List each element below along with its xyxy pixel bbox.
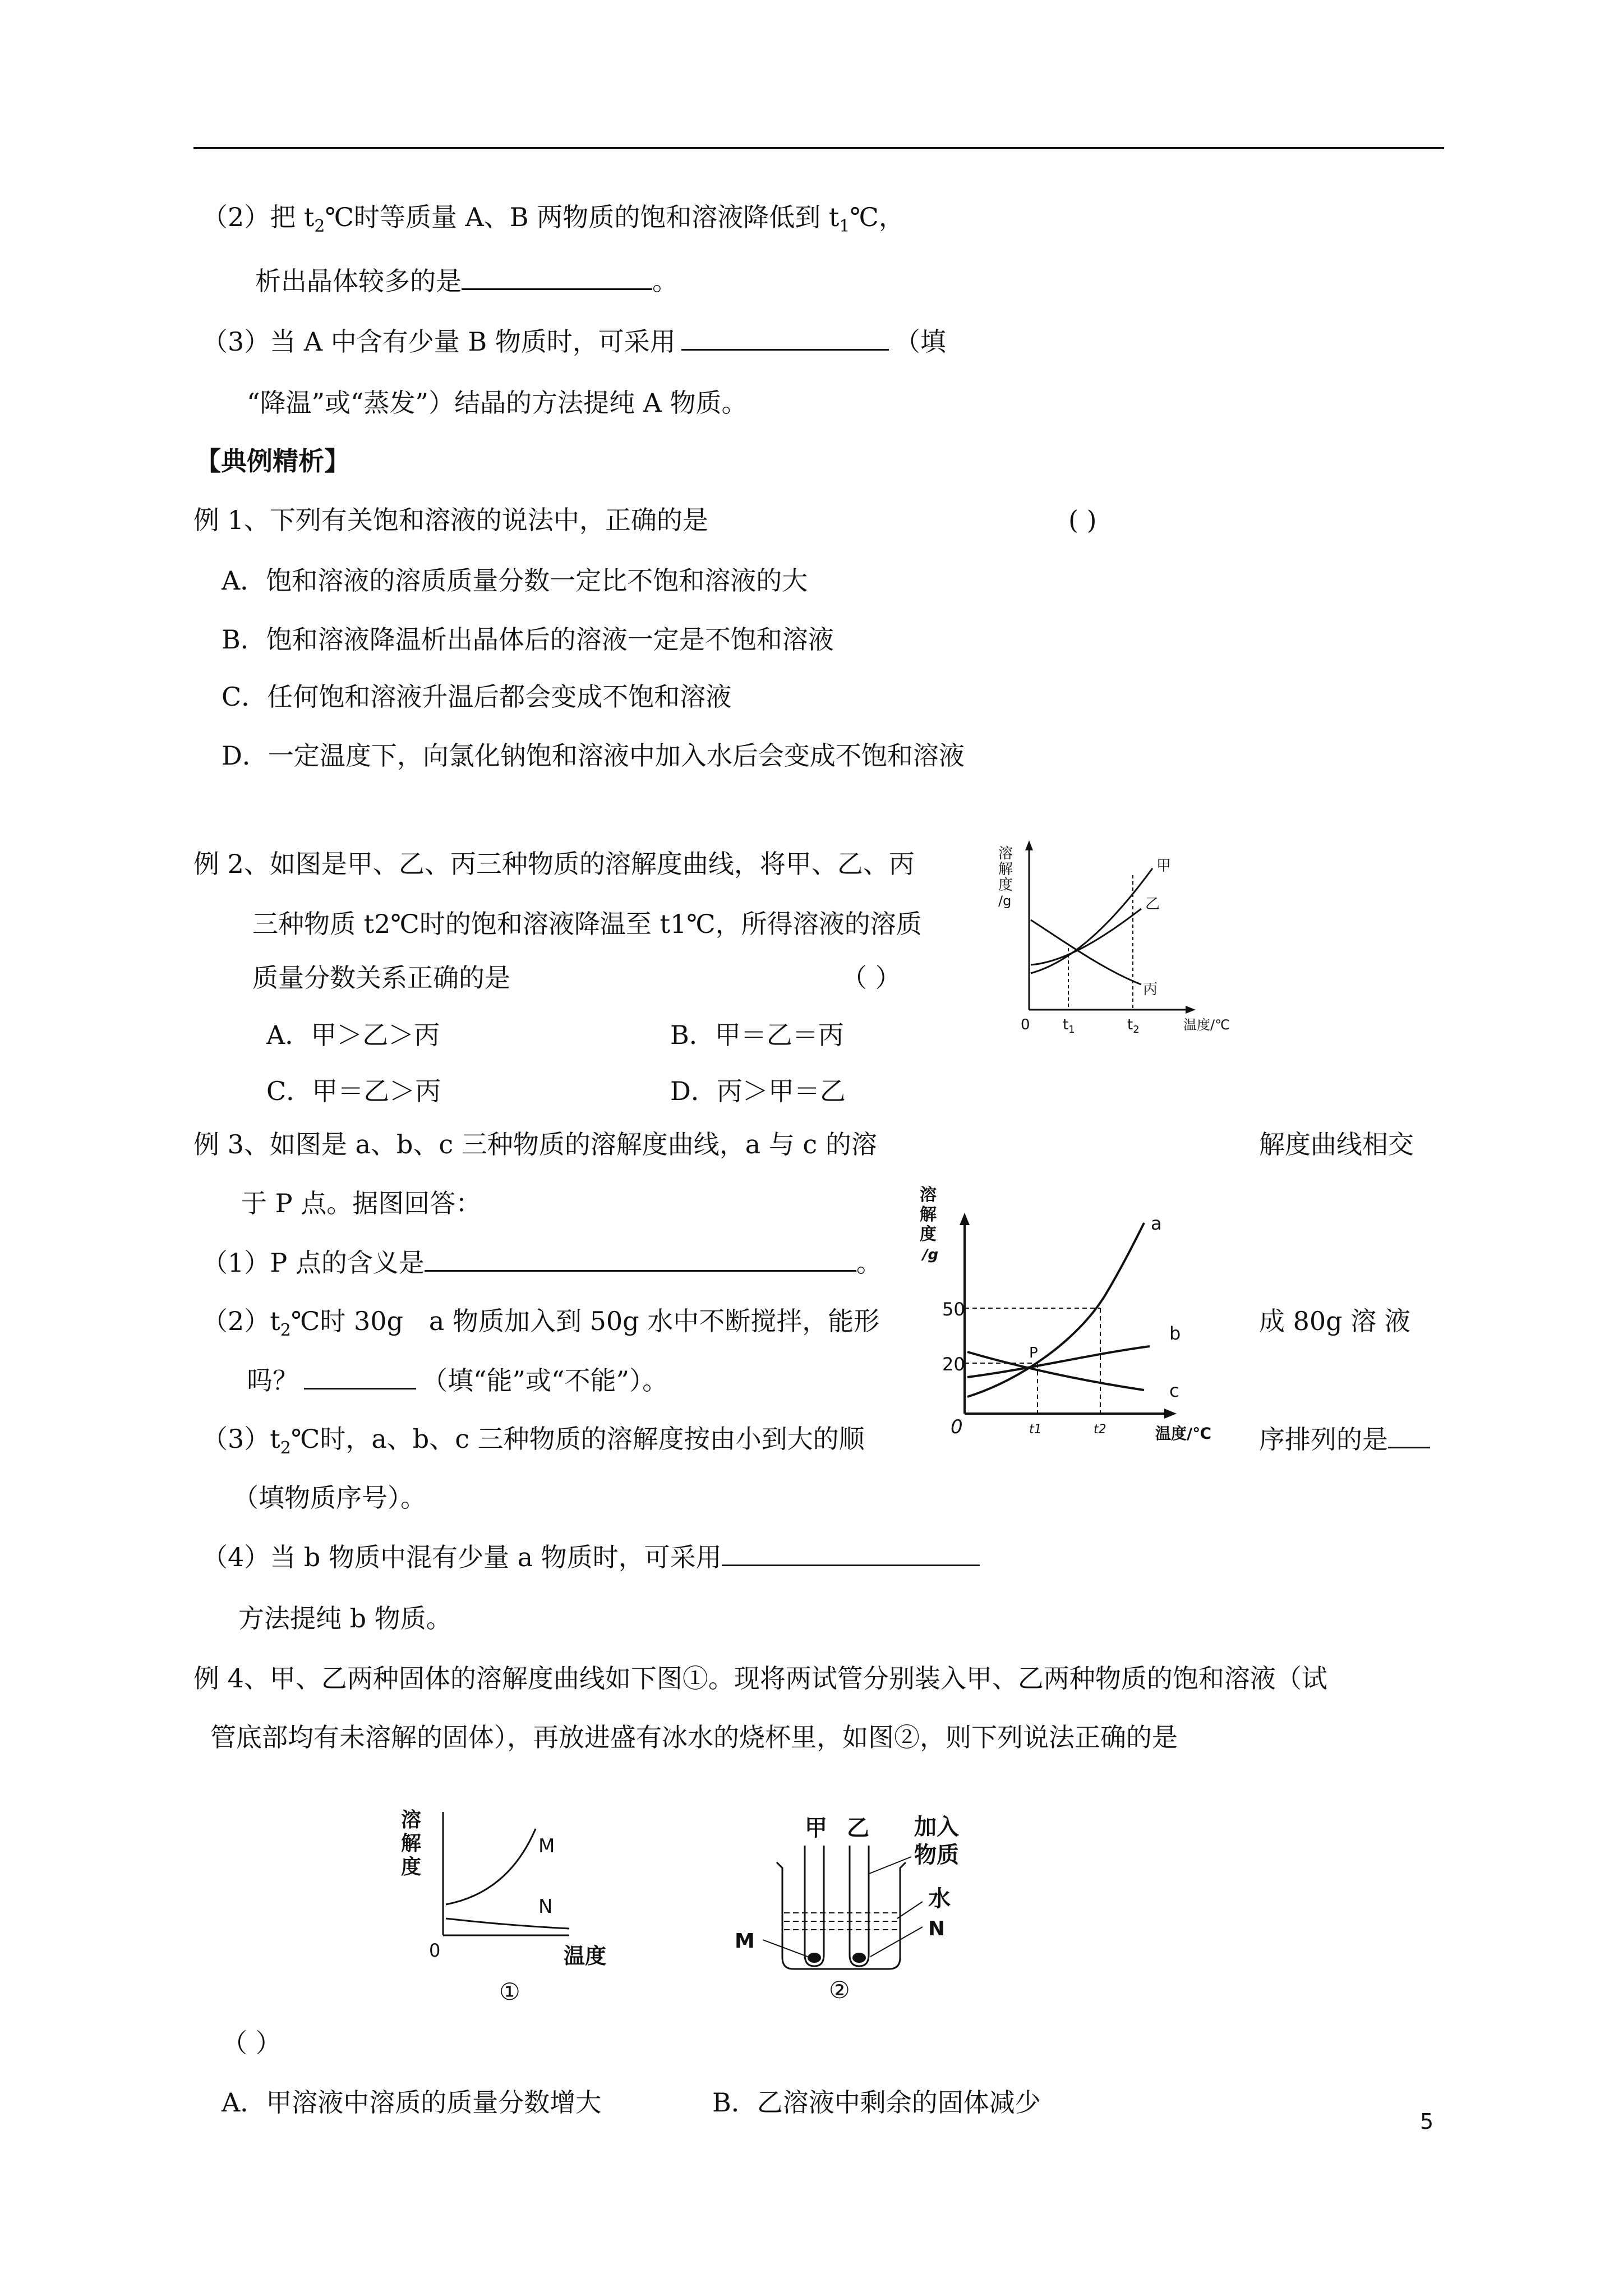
ex1-option-b: B．饱和溶液降温析出晶体后的溶液一定是不饱和溶液 bbox=[222, 624, 834, 655]
ex4-f2-label-water: 水 bbox=[928, 1886, 951, 1912]
ex3-tick-20: 20 bbox=[942, 1354, 965, 1375]
ex3-part2: $(2)t_2℃$时 30g a 物质加入到 50g 水中不断搅拌，能形 bbox=[202, 1306, 880, 1341]
ex2-curve-jia bbox=[1031, 868, 1152, 973]
ex3-x-arrow bbox=[1164, 1409, 1177, 1419]
ex4-f2-label-add2: 物质 bbox=[914, 1842, 959, 1868]
ex2-tick-t2: $t_2$ bbox=[1127, 1016, 1140, 1036]
ex4-f1-origin: 0 bbox=[429, 1940, 441, 1961]
ex4-option-b: B．乙溶液中剩余的固体减少 bbox=[712, 2087, 1041, 2118]
ex2-option-d: D．丙＞甲＝乙 bbox=[670, 1076, 846, 1106]
ex3-part4: （4）当 b 物质中混有少量 a 物质时，可采用 bbox=[202, 1540, 980, 1574]
q-prev-part3: （3）当 A 中含有少量 B 物质时，可采用 （填 bbox=[202, 324, 946, 358]
ex4-f2-pointer-n bbox=[870, 1927, 923, 1957]
ex4-line1: 例 4、甲、乙两种固体的溶解度曲线如下图①。现将两试管分别装入甲、乙两种物质的饱和溶液（试 bbox=[193, 1663, 1327, 1694]
ex2-tick-t1: $t_1$ bbox=[1063, 1016, 1075, 1036]
ex4-f1-ylabel-1: 溶 bbox=[401, 1809, 422, 1832]
ex2-option-b: B．甲＝乙＝丙 bbox=[670, 1020, 844, 1050]
ex4-f1-label-m: M bbox=[538, 1835, 555, 1857]
ex4-f2-caption: ② bbox=[829, 1976, 850, 2004]
ex1-option-d: D．一定温度下，向氯化钠饱和溶液中加入水后会变成不饱和溶液 bbox=[222, 740, 965, 771]
page-number: 5 bbox=[1420, 2109, 1434, 2134]
ex2-paren: （ ） bbox=[841, 963, 901, 993]
ex3-label-b: b bbox=[1169, 1323, 1181, 1344]
ex4-f1-caption: ① bbox=[499, 1978, 520, 2005]
ex4-f1-curve-n bbox=[446, 1918, 569, 1929]
ex2-option-a: A．甲＞乙＞丙 bbox=[266, 1020, 440, 1050]
ex3-part3-right: 序排列的是 bbox=[1259, 1422, 1430, 1456]
ex4-f2-label-yi: 乙 bbox=[847, 1815, 869, 1841]
ex3-curve-c bbox=[967, 1352, 1144, 1390]
answer-blank[interactable] bbox=[304, 1363, 416, 1389]
ex3-y-arrow bbox=[960, 1213, 970, 1225]
ex3-line1: 例 3、如图是 a、b、c 三种物质的溶解度曲线，a 与 c 的溶 bbox=[193, 1129, 877, 1159]
ex4-f2-label-add1: 加入 bbox=[914, 1814, 959, 1840]
ex3-curve-b bbox=[967, 1346, 1150, 1377]
ex3-tick-t1: t1 bbox=[1029, 1423, 1042, 1437]
ex3-part3-line2: （填物质序号）。 bbox=[233, 1483, 426, 1513]
ex4-f2-label-jia: 甲 bbox=[805, 1815, 827, 1841]
ex3-part2-line2: 吗？ （填“能”或“不能”）。 bbox=[247, 1363, 668, 1397]
ex1-option-a: A．饱和溶液的溶质质量分数一定比不饱和溶液的大 bbox=[222, 565, 808, 596]
ex3-part3: $(3)t_2℃$时，a、b、c 三种物质的溶解度按由小到大的顺 bbox=[202, 1424, 865, 1458]
answer-blank[interactable] bbox=[462, 264, 652, 290]
ex4-f2-pointer-m bbox=[763, 1940, 808, 1957]
ex3-ylabel-4: /g bbox=[923, 1246, 939, 1263]
ex4-f1-label-n: N bbox=[538, 1895, 553, 1918]
ex3-line1-right: 解度曲线相交 bbox=[1259, 1129, 1414, 1159]
ex3-xlabel: 温度/℃ bbox=[1155, 1424, 1212, 1443]
answer-blank[interactable] bbox=[425, 1245, 856, 1272]
ex3-ylabel-3: 度 bbox=[920, 1225, 937, 1244]
ex2-y-arrow bbox=[1025, 840, 1033, 850]
ex3-label-c: c bbox=[1169, 1380, 1179, 1401]
ex2-option-c: C．甲＝乙＞丙 bbox=[266, 1076, 441, 1106]
ex2-ylabel-1: 溶 bbox=[998, 845, 1013, 862]
ex4-line2: 管底部均有未溶解的固体），再放进盛有冰水的烧杯里，如图②，则下列说法正确的是 bbox=[210, 1722, 1178, 1752]
ex2-label-bing: 丙 bbox=[1143, 981, 1158, 998]
ex4-f2-solid-jia bbox=[808, 1953, 821, 1963]
ex3-ylabel-1: 溶 bbox=[920, 1185, 937, 1205]
ex2-line3: 质量分数关系正确的是 bbox=[252, 963, 510, 993]
ex4-f2-pointer-add bbox=[869, 1857, 911, 1874]
ex3-origin: 0 bbox=[951, 1416, 963, 1438]
ex3-label-p: P bbox=[1029, 1345, 1038, 1361]
header-rule bbox=[193, 147, 1444, 149]
ex4-f2-beaker bbox=[777, 1862, 906, 1969]
ex4-f1-ylabel-2: 解 bbox=[401, 1832, 422, 1855]
ex3-ylabel-2: 解 bbox=[920, 1205, 937, 1225]
ex3-line2: 于 P 点。据图回答： bbox=[241, 1188, 482, 1218]
q-prev-part2-line2: 析出晶体较多的是 。 bbox=[255, 264, 678, 298]
ex4-f1-ylabel-3: 度 bbox=[401, 1856, 422, 1879]
ex3-curve-a bbox=[967, 1223, 1144, 1397]
ex4-paren: （ ） bbox=[222, 2028, 282, 2058]
ex4-option-a: A．甲溶液中溶质的质量分数增大 bbox=[222, 2087, 602, 2118]
answer-blank[interactable] bbox=[681, 324, 889, 351]
ex1-stem: 例 1、下列有关饱和溶液的说法中，正确的是 bbox=[193, 505, 708, 535]
ex4-f2-tube-yi bbox=[850, 1846, 869, 1966]
ex2-ylabel-2: 解 bbox=[998, 861, 1013, 878]
ex3-part4-line2: 方法提纯 b 物质。 bbox=[238, 1603, 452, 1634]
ex4-figure-2 bbox=[729, 1806, 1009, 2008]
ex2-label-jia: 甲 bbox=[1156, 858, 1172, 875]
ex2-ylabel-3: 度 bbox=[998, 877, 1013, 894]
ex4-f2-solid-yi bbox=[852, 1953, 866, 1963]
ex2-xlabel: 温度/℃ bbox=[1183, 1017, 1230, 1033]
q-prev-part2: （2）把 $t_2℃$时等质量 A、B 两物质的饱和溶液降低到 $t_1℃$， bbox=[202, 202, 905, 237]
ex3-part1: （1）P 点的含义是 。 bbox=[202, 1245, 882, 1280]
answer-blank[interactable] bbox=[1388, 1422, 1430, 1448]
ex4-f2-label-m: M bbox=[735, 1930, 755, 1953]
ex2-ylabel-4: /g bbox=[998, 893, 1012, 909]
ex2-origin: 0 bbox=[1021, 1016, 1030, 1033]
ex3-solubility-figure bbox=[920, 1178, 1245, 1470]
ex4-f2-label-n: N bbox=[928, 1917, 946, 1940]
q-prev-part3-line2: “降温”或“蒸发”）结晶的方法提纯 A 物质。 bbox=[247, 388, 748, 418]
ex2-x-arrow bbox=[1186, 1006, 1196, 1014]
ex2-solubility-figure bbox=[998, 836, 1262, 1043]
section-title: 【典例精析】 bbox=[195, 446, 350, 476]
ex1-option-c: C．任何饱和溶液升温后都会变成不饱和溶液 bbox=[222, 682, 732, 712]
ex3-tick-t2: t2 bbox=[1094, 1423, 1106, 1437]
ex2-label-yi: 乙 bbox=[1145, 896, 1160, 913]
ex2-line2: 三种物质 t2℃时的饱和溶液降温至 t1℃，所得溶液的溶质 bbox=[252, 909, 922, 939]
ex4-f2-pointer-water bbox=[897, 1902, 923, 1918]
ex1-paren: ( ) bbox=[1068, 505, 1097, 535]
ex4-f2-tube-jia bbox=[805, 1846, 824, 1966]
ex4-figure-1 bbox=[401, 1806, 625, 2008]
ex3-label-a: a bbox=[1151, 1213, 1162, 1234]
ex3-part2-right: 成 80g 溶 液 bbox=[1259, 1306, 1410, 1336]
ex2-curve-bing bbox=[1031, 920, 1141, 984]
ex4-f1-xlabel: 温度 bbox=[564, 1944, 607, 1968]
ex2-line1: 例 2、如图是甲、乙、丙三种物质的溶解度曲线，将甲、乙、丙 bbox=[193, 849, 915, 879]
ex4-f1-curve-m bbox=[446, 1829, 536, 1904]
ex3-tick-50: 50 bbox=[942, 1299, 965, 1320]
answer-blank[interactable] bbox=[722, 1540, 980, 1566]
